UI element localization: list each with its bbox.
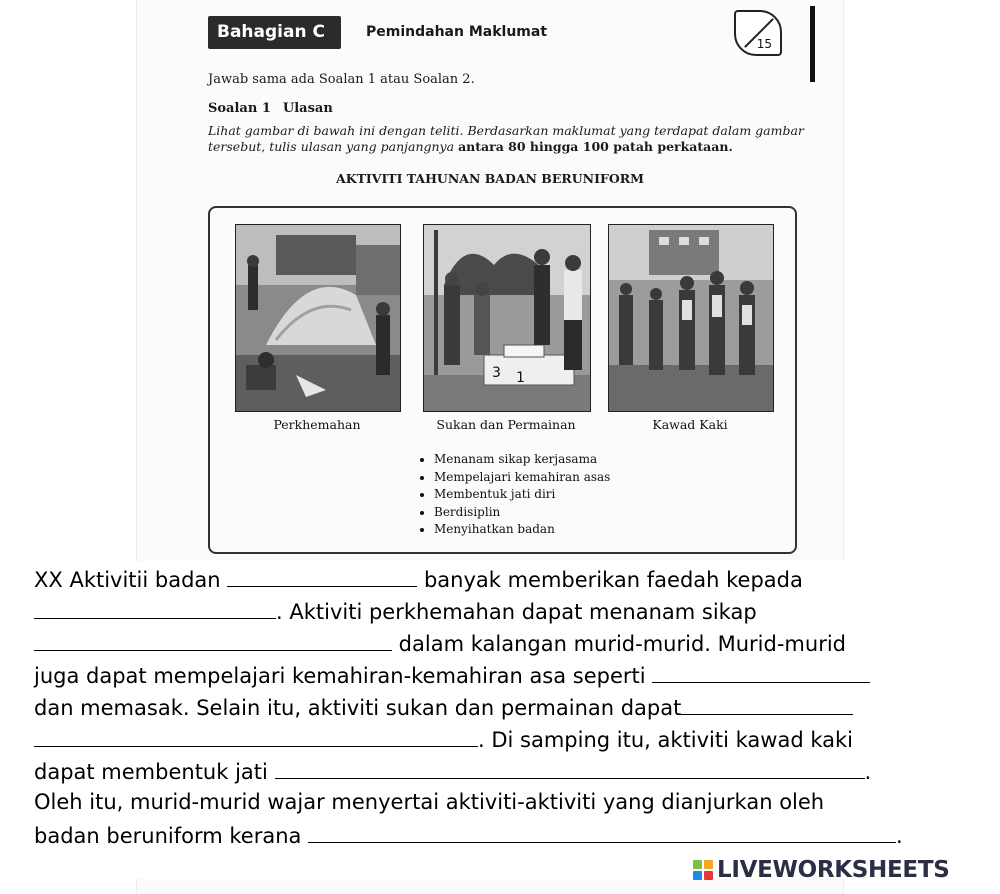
- benefit-item: • Mempelajari kemahiran asas: [434, 469, 610, 487]
- figure-frame: [208, 206, 797, 554]
- question-type: Ulasan: [282, 101, 333, 116]
- svg-text:1: 1: [516, 370, 525, 386]
- brand-name: LIVEWORKSHEETS: [717, 857, 950, 883]
- instruction: Jawab sama ada Soalan 1 atau Soalan 2.: [208, 72, 475, 87]
- marks-badge: [734, 10, 782, 56]
- benefit-item: • Berdisiplin: [434, 504, 610, 522]
- answer-panel: [34, 561, 964, 879]
- camping-photo: [235, 224, 401, 412]
- blank-1[interactable]: [227, 564, 417, 587]
- answer-line-9: badan beruniform kerana .: [34, 820, 903, 850]
- benefits-list: [420, 451, 610, 539]
- svg-text:3: 3: [492, 365, 501, 381]
- section-title: Pemindahan Maklumat: [366, 24, 548, 40]
- answer-line-7: dapat membentuk jati .: [34, 756, 871, 786]
- question-number: Soalan 1: [208, 101, 271, 116]
- marching-photo: [608, 224, 774, 412]
- sports-photo: [423, 224, 591, 412]
- blank-7[interactable]: [275, 756, 865, 779]
- answer-line-2: . Aktiviti perkhemahan dapat menanam sikap: [34, 596, 757, 626]
- section-tag: Bahagian C: [208, 16, 341, 49]
- question-description: Lihat gambar di bawah ini dengan teliti. Berdasarkan maklumat yang terdapat dalam gambar tersebut, tulis ulasan yang panjangnya antara 80 hingga 100 patah perkataan.: [208, 123, 804, 154]
- question-heading: [208, 101, 333, 116]
- blank-5[interactable]: [681, 692, 853, 715]
- brand-grid-icon: [693, 860, 713, 880]
- blank-4[interactable]: [652, 660, 870, 683]
- answer-line-1: XX Aktivitii badan banyak memberikan faedah kepada: [34, 564, 803, 594]
- answer-line-5: dan memasak. Selain itu, aktiviti sukan dan permainan dapat: [34, 692, 853, 722]
- page-edge-bar: [810, 6, 815, 82]
- blank-6[interactable]: [34, 724, 478, 747]
- benefit-item: • Menyihatkan badan: [434, 521, 610, 539]
- caption-marching: Kawad Kaki: [652, 417, 728, 432]
- figure-title: AKTIVITI TAHUNAN BADAN BERUNIFORM: [336, 171, 644, 186]
- blank-2[interactable]: [34, 596, 276, 619]
- benefit-item: • Menanam sikap kerjasama: [434, 451, 610, 469]
- answer-line-8: Oleh itu, murid-murid wajar menyertai aktiviti-aktiviti yang dianjurkan oleh: [34, 790, 825, 814]
- answer-line-4: juga dapat mempelajari kemahiran-kemahiran asa seperti: [34, 660, 870, 690]
- answer-line-3: dalam kalangan murid-murid. Murid-murid: [34, 628, 846, 658]
- blank-8[interactable]: [308, 820, 896, 843]
- liveworksheets-logo: [693, 856, 949, 884]
- answer-line-6: . Di samping itu, aktiviti kawad kaki: [34, 724, 853, 754]
- blank-3[interactable]: [34, 628, 392, 651]
- marks-value: 15: [756, 37, 772, 51]
- caption-sports: Sukan dan Permainan: [436, 417, 576, 432]
- caption-camping: Perkhemahan: [273, 417, 361, 432]
- benefit-item: • Membentuk jati diri: [434, 486, 610, 504]
